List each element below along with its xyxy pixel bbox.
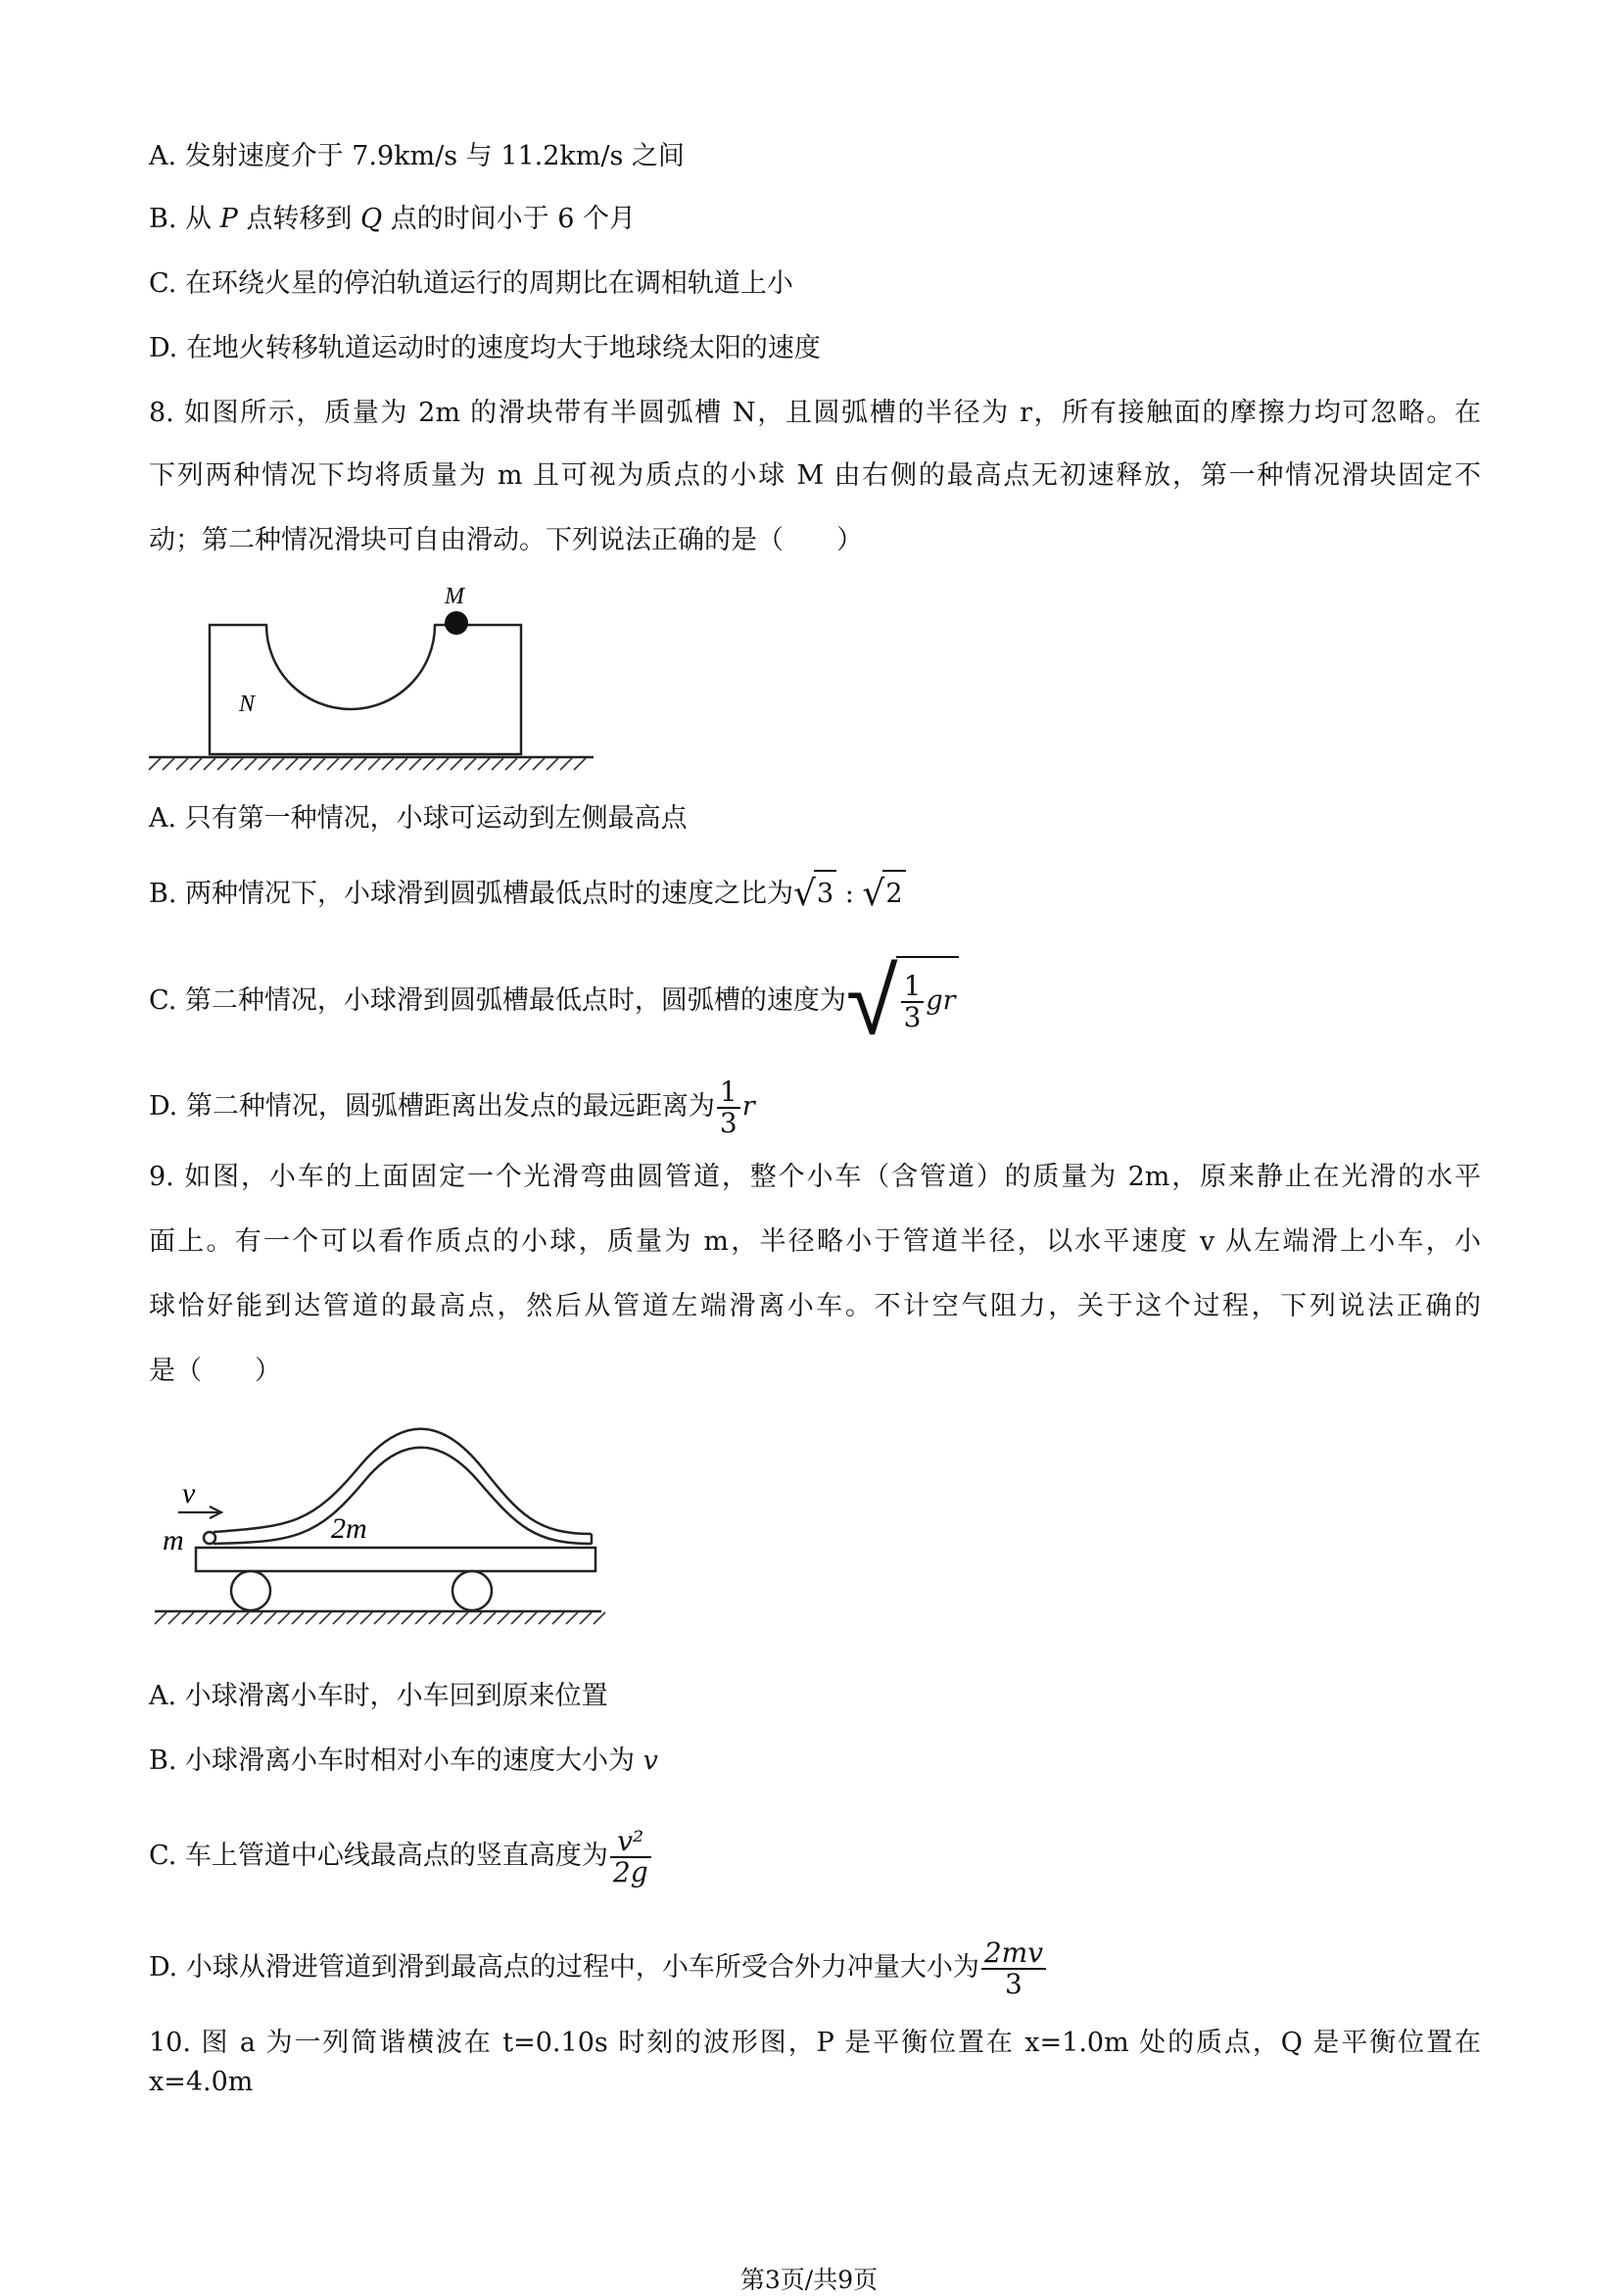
label-m: M: [445, 584, 464, 609]
q9-option-b: B. 小球滑离小车时相对小车的速度大小为 v: [149, 1746, 658, 1776]
q8-stem-line-3: 动；第二种情况滑块可自由滑动。下列说法正确的是（ ）: [149, 525, 863, 555]
ball-m: [445, 611, 468, 635]
q9-option-d: D. 小球从滑进管道到滑到最高点的过程中，小车所受合外力冲量大小为 $\frac{2mv}{3}$: [149, 1934, 1048, 2002]
q9-stem-line-1: 9. 如图，小车的上面固定一个光滑弯曲圆管道，整个小车（含管道）的质量为 2m，原来静止在光滑的水平: [149, 1162, 1481, 1192]
q10-stem-line-1: 10. 图 a 为一列简谐横波在 t=0.10s 时刻的波形图，P 是平衡位置在 x=1.0m 处的质点，Q 是平衡位置在 x=4.0m: [149, 2028, 1481, 2097]
label-2m: 2m: [331, 1512, 367, 1545]
q8-option-b: B. 两种情况下，小球滑到圆弧槽最低点时的速度之比为√3 : √2: [149, 870, 906, 917]
q7-option-c: C. 在环绕火星的停泊轨道运行的周期比在调相轨道上小: [149, 268, 793, 299]
label-m: m: [163, 1524, 184, 1556]
q7-option-d: D. 在地火转移轨道运动时的速度均大于地球绕太阳的速度: [149, 333, 821, 363]
page-footer: 第3页/共9页: [739, 2266, 879, 2294]
ball-m: [204, 1532, 215, 1544]
label-v: v: [182, 1477, 196, 1509]
q8-figure: [145, 580, 601, 776]
q9-option-a: A. 小球滑离小车时，小车回到原来位置: [149, 1681, 608, 1711]
q9-stem-line-4: 是（ ）: [149, 1356, 281, 1386]
q7-option-a: A. 发射速度介于 7.9km/s 与 11.2km/s 之间: [149, 141, 685, 171]
q9-figure: [145, 1416, 609, 1634]
q7-option-b: B. 从 P 点转移到 Q 点的时间小于 6 个月: [149, 204, 637, 234]
q9-option-c: C. 车上管道中心线最高点的竖直高度为 $\frac{\text{v²}}{2g}$: [149, 1822, 653, 1890]
q9-stem-line-2: 面上。有一个可以看作质点的小球，质量为 m，半径略小于管道半径，以水平速度 v 从左端滑上小车，小: [149, 1226, 1481, 1257]
q8-option-a: A. 只有第一种情况，小球可运动到左侧最高点: [149, 803, 688, 834]
q9-stem-line-3: 球恰好能到达管道的最高点，然后从管道左端滑离小车。不计空气阻力，关于这个过程，下列说法正确的: [149, 1291, 1481, 1321]
q8-stem-line-2: 下列两种情况下均将质量为 m 且可视为质点的小球 M 由右侧的最高点无初速释放，第一种情况滑块固定不: [149, 460, 1481, 491]
q8-stem-line-1: 8. 如图所示，质量为 2m 的滑块带有半圆弧槽 N，且圆弧槽的半径为 r，所有接触面的摩擦力均可忽略。在: [149, 398, 1481, 428]
q8-option-d: D. 第二种情况，圆弧槽距离出发点的最远距离为 $\frac{1}{3}$ r: [149, 1075, 755, 1139]
label-n: N: [239, 692, 256, 717]
q8-option-c: C. 第二种情况，小球滑到圆弧槽最低点时，圆弧槽的速度为√ $\frac{1}{3}$ gr: [149, 956, 959, 1044]
